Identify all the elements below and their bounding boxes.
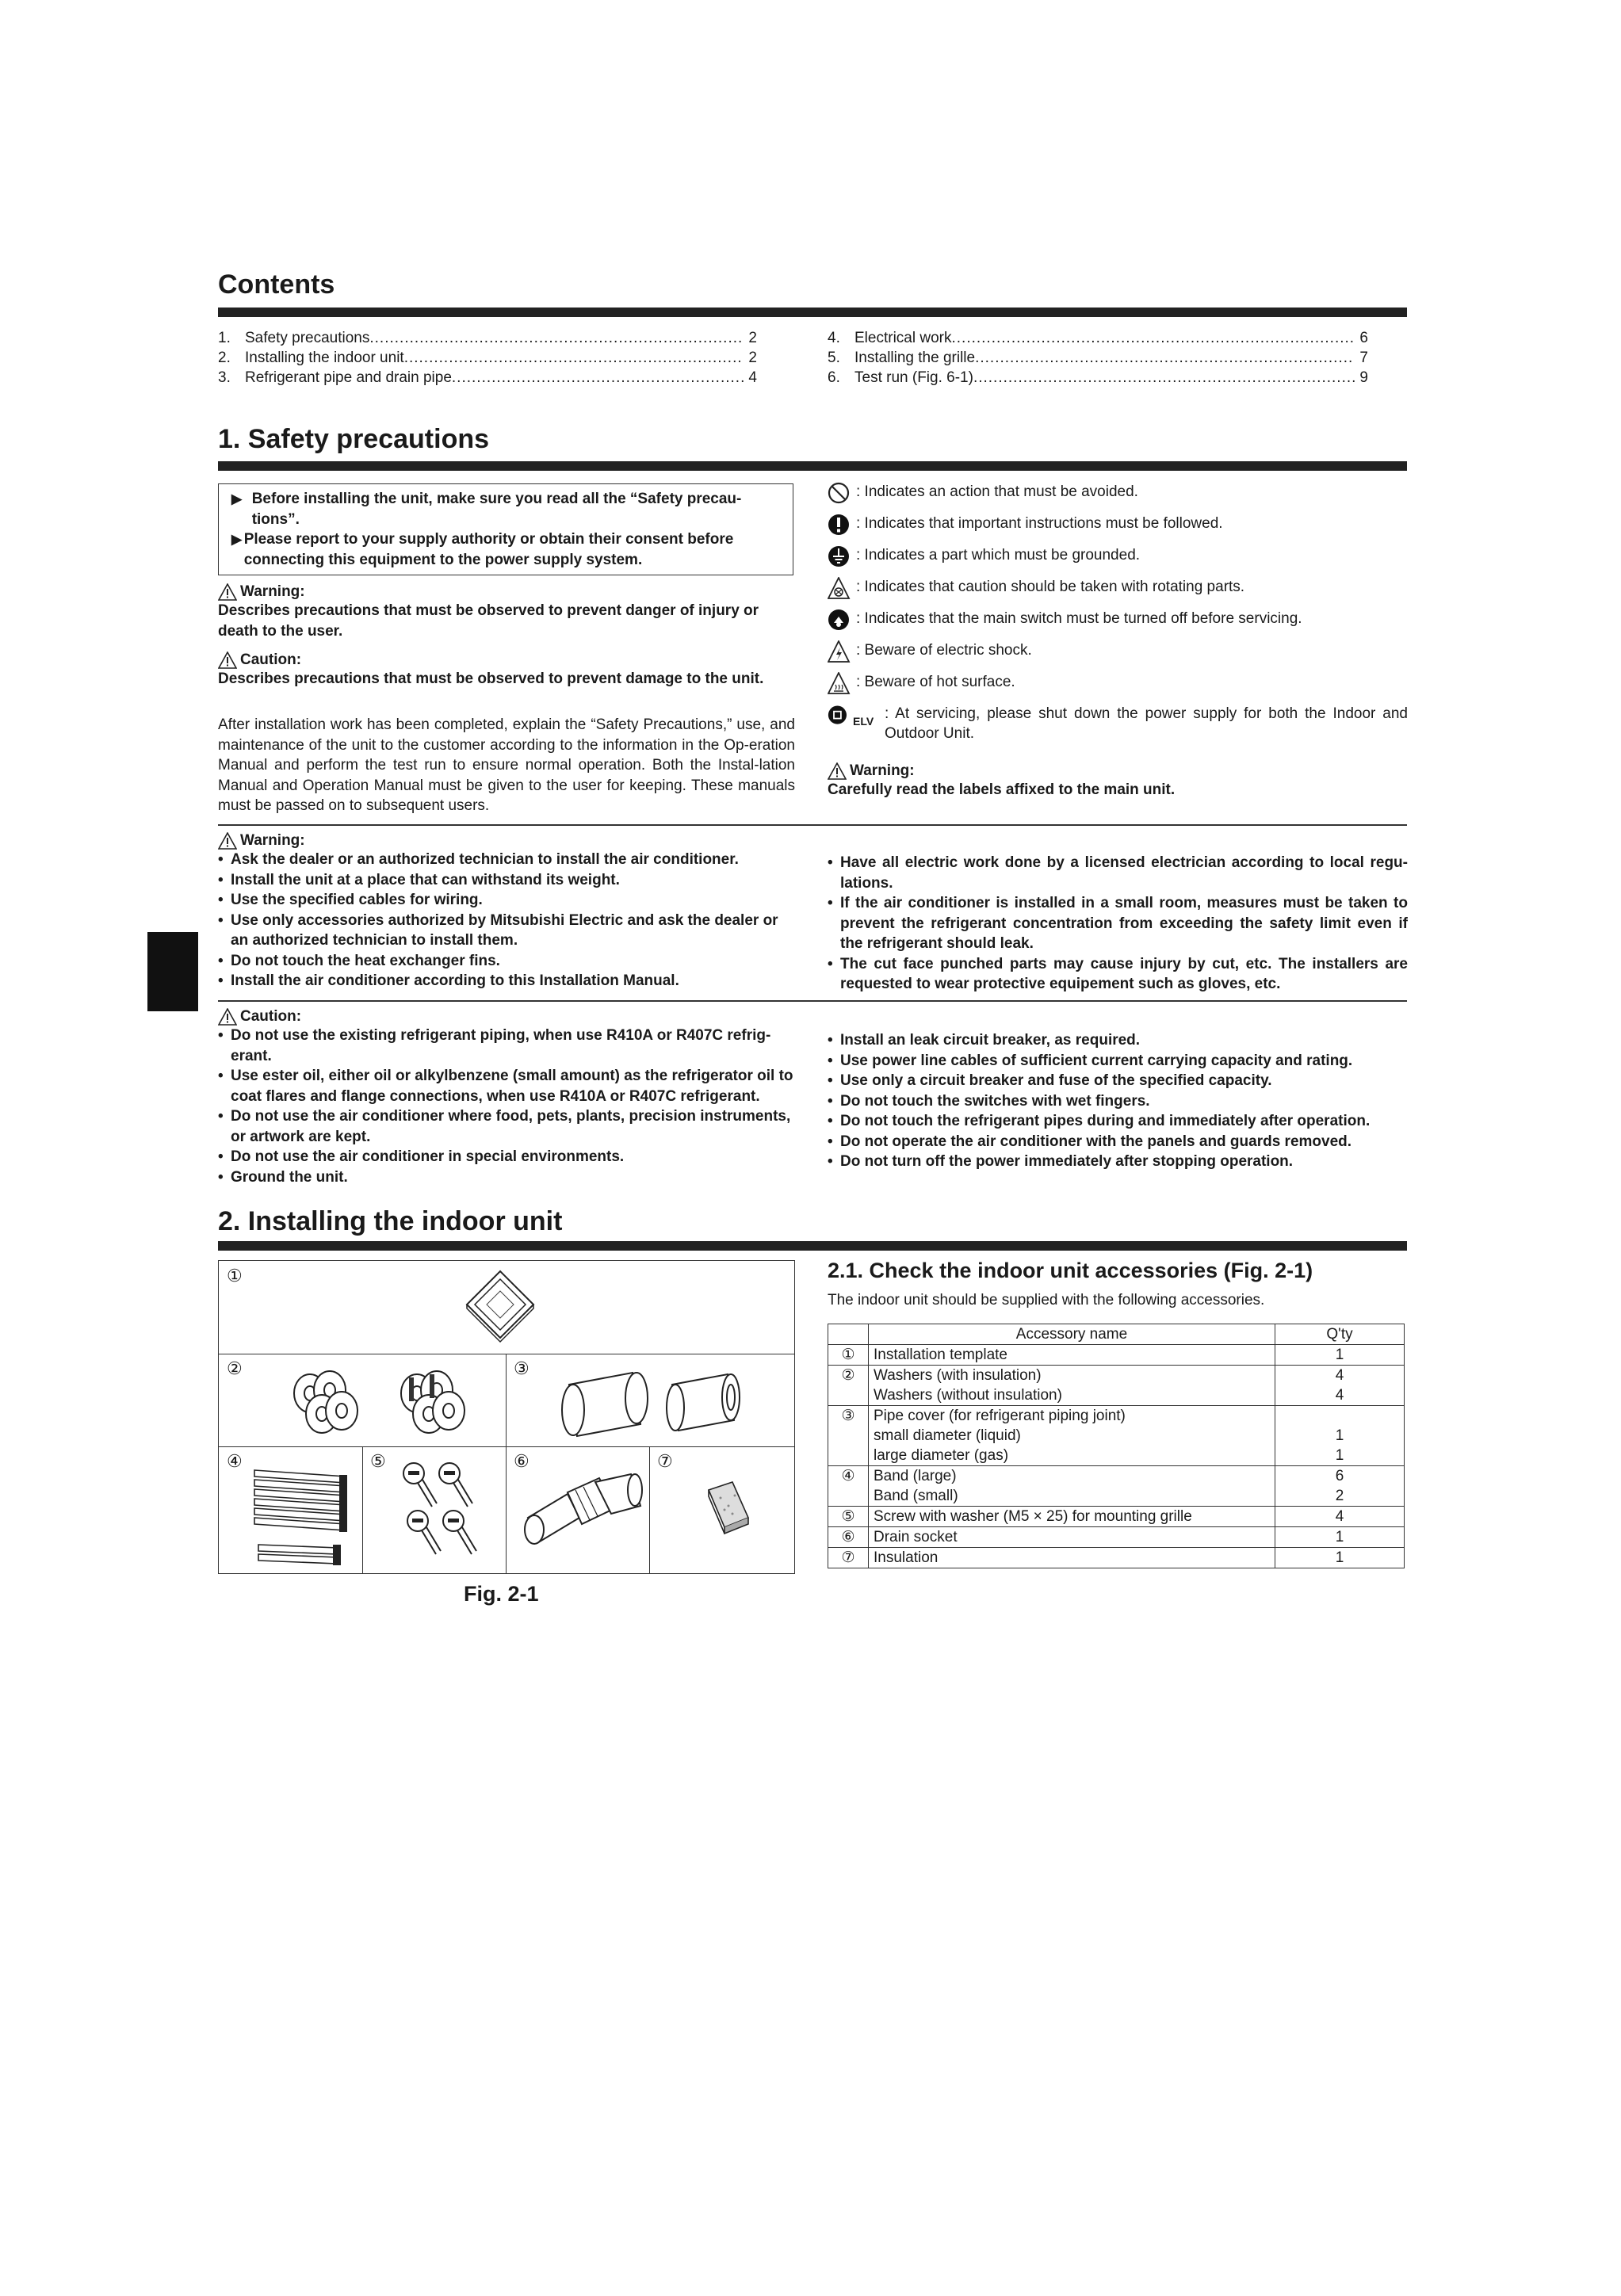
legend-row: [828, 514, 1408, 545]
toc-page: 4: [748, 369, 757, 386]
caution-triangle-icon: [218, 651, 237, 669]
contents-rule: [218, 308, 1407, 317]
legend-row: [828, 672, 1408, 704]
legend-row: [828, 482, 1408, 514]
toc-text: Refrigerant pipe and drain pipe: [245, 369, 452, 386]
fig-number: ①: [227, 1266, 243, 1286]
elv-text: : At servicing, please shut down the power supply for both the Indoor and Outdoor Unit.: [885, 705, 1408, 742]
table-row: ⑥ Drain socket 1: [828, 1527, 1405, 1548]
list-item: • Use only a circuit breaker and fuse of the specified capacity.: [828, 1072, 1272, 1089]
fig-cell-5: [362, 1446, 507, 1573]
list-item: • Do not turn off the power immediately after stopping operation.: [828, 1153, 1294, 1170]
list-item: • Do not touch the switches with wet fingers.: [828, 1092, 1150, 1110]
warning-triangle-icon: [218, 583, 237, 601]
toc-entry[interactable]: [828, 348, 1368, 368]
list-item: • Install the unit at a place that can withstand its weight.: [218, 871, 620, 888]
main-switch-icon: [828, 609, 856, 632]
labels-warning: [828, 762, 1408, 800]
list-item: • Do not touch the refrigerant pipes during and immediately after operation.: [828, 1113, 1371, 1129]
list-item: • Ground the unit.: [218, 1168, 348, 1186]
fig-cell-1: [219, 1261, 794, 1354]
labels-warning-text: Carefully read the labels affixed to the main unit.: [828, 781, 1176, 798]
list-item: • Install the air conditioner according to this Installation Manual.: [218, 972, 679, 989]
toc-page: 2: [748, 350, 757, 366]
after-installation-text: After installation work has been completed, explain the “Safety Precautions,” use, and maintenance of the unit to the customer according to the information in the Op-eration Manual and perform the test run to ensure normal operation. Both the Instal-lation Manual and Operation Manual must be given to the user for keeping. These manuals must be passed on to subsequent users.: [218, 716, 795, 814]
warning-label: Warning:: [850, 762, 915, 779]
install-title: 2. Installing the indoor unit: [218, 1206, 563, 1236]
fig-number: ②: [227, 1358, 243, 1378]
toc-page: 2: [748, 330, 757, 346]
legend-row: [828, 545, 1408, 577]
rotating-parts-icon: [828, 577, 856, 601]
notice-text: Please report to your supply authority or obtain their consent before connecting this equipment to the power supply system.: [243, 531, 734, 568]
table-row: ⑤ Screw with washer (M5 × 25) for mounting grille 4: [828, 1507, 1405, 1527]
warnings-right: [828, 853, 1408, 995]
toc-num: 3.: [218, 369, 231, 386]
warning-triangle-icon: [218, 832, 237, 850]
toc-text: Test run (Fig. 6-1): [854, 369, 973, 386]
caution-label: Caution:: [240, 651, 302, 668]
table-row: ② Washers (with insulation) Washers (without insulation) 4 4: [828, 1366, 1405, 1406]
exclamation-icon: [828, 514, 856, 537]
caution-definition: [218, 651, 795, 690]
play-arrow-icon: ▶: [231, 532, 243, 547]
list-item: • Do not use the existing refrigerant piping, when use R410A or R407C refrig-erant.: [218, 1027, 771, 1064]
list-item: • Use power line cables of sufficient current carrying capacity and rating.: [828, 1052, 1353, 1069]
fig-cell-3: [506, 1354, 794, 1447]
electric-shock-icon: [828, 640, 856, 664]
legend-text: : Indicates an action that must be avoided.: [856, 483, 1138, 500]
table-row: ① Installation template 1: [828, 1345, 1405, 1366]
legend-text: : Beware of electric shock.: [856, 642, 1032, 659]
notice-item: [231, 489, 783, 529]
list-item: • Install an leak circuit breaker, as required.: [828, 1032, 1141, 1049]
divider: [218, 824, 1407, 826]
notice-box: [218, 483, 793, 575]
toc-num: 4.: [828, 330, 840, 346]
legend-row: [828, 640, 1408, 672]
warning-definition: [218, 583, 795, 641]
fig-cell-7: [649, 1446, 794, 1573]
fig-cell-6: [506, 1446, 650, 1573]
drain-socket-drawing: [520, 1470, 647, 1557]
fig-number: ③: [514, 1358, 530, 1378]
divider: [218, 1000, 1407, 1002]
table-row: ③ Pipe cover (for refrigerant piping joint) small diameter (liquid) large diameter (gas) 1 1: [828, 1406, 1405, 1466]
caution-label: Caution:: [240, 1008, 302, 1025]
fig-cell-2: [219, 1354, 507, 1447]
toc-entry[interactable]: [218, 348, 757, 368]
toc-page: 6: [1359, 330, 1368, 346]
fig-number: ⑦: [657, 1451, 673, 1471]
toc-entry[interactable]: [218, 368, 757, 388]
toc-text: Safety precautions: [245, 330, 370, 346]
warning-triangle-icon: [828, 762, 847, 780]
safety-title: 1. Safety precautions: [218, 424, 490, 454]
toc-text: Installing the grille: [854, 350, 976, 366]
warning-label: Warning:: [240, 583, 305, 600]
fig-cell-4: [219, 1446, 363, 1573]
hot-surface-icon: [828, 672, 856, 696]
symbol-legend: [828, 482, 1408, 755]
play-arrow-icon: ▶: [231, 491, 243, 506]
warning-description: Describes precautions that must be observed to prevent danger of injury or death to the user.: [218, 602, 759, 640]
table-row: ⑦ Insulation 1: [828, 1548, 1405, 1568]
legend-text: : Indicates that caution should be taken with rotating parts.: [856, 579, 1245, 595]
toc-num: 5.: [828, 350, 840, 366]
installation-template-drawing: [461, 1267, 540, 1347]
toc-num: 2.: [218, 350, 231, 366]
header-accessory-name: Accessory name: [869, 1324, 1275, 1345]
insulation-drawing: [705, 1478, 752, 1541]
accessories-figure: [218, 1260, 795, 1574]
toc-left: [218, 328, 757, 388]
screws-drawing: [394, 1457, 497, 1568]
list-item: • Do not use the air conditioner where food, pets, plants, precision instruments, or artwork are kept.: [218, 1108, 791, 1145]
install-rule: [218, 1241, 1407, 1251]
accessories-table: [828, 1324, 1405, 1568]
legend-row: [828, 609, 1408, 640]
prohibited-icon: [828, 482, 856, 506]
legend-text: : Beware of hot surface.: [856, 674, 1015, 690]
table-header-row: [828, 1324, 1405, 1345]
list-item: • If the air conditioner is installed in a small room, measures must be taken to prevent the refrigerant concentration from exceeding the safety limit even if the refrigerant should leak.: [828, 895, 1408, 952]
notice-text: Before installing the unit, make sure you read all the “Safety precau-tions”.: [251, 491, 742, 528]
pipe-cover-drawing: [553, 1365, 783, 1440]
contents-title: Contents: [218, 269, 335, 300]
accessories-intro: The indoor unit should be supplied with the following accessories.: [828, 1292, 1265, 1308]
fig-number: ⑥: [514, 1451, 530, 1471]
list-item: • Do not use the air conditioner in special environments.: [218, 1148, 625, 1165]
legend-row: [828, 577, 1408, 609]
legend-text: : Indicates that important instructions must be followed.: [856, 515, 1223, 532]
accessories-subtitle: 2.1. Check the indoor unit accessories (Fig. 2-1): [828, 1259, 1313, 1282]
header-qty: Q'ty: [1275, 1324, 1405, 1345]
toc-num: 6.: [828, 369, 840, 386]
fig-number: ⑤: [370, 1451, 386, 1471]
toc-text: Electrical work: [854, 330, 952, 346]
caution-description: Describes precautions that must be observed to prevent damage to the unit.: [218, 670, 764, 687]
list-item: • Do not operate the air conditioner with the panels and guards removed.: [828, 1133, 1352, 1150]
toc-entry[interactable]: [828, 368, 1368, 388]
fig-number: ④: [227, 1451, 243, 1471]
legend-text: : Indicates a part which must be grounded.: [856, 547, 1141, 563]
list-item: • Use only accessories authorized by Mitsubishi Electric and ask the dealer or an authorized technician to install them.: [218, 911, 778, 949]
list-item: • Do not touch the heat exchanger fins.: [218, 952, 500, 969]
power-off-icon: [828, 704, 853, 728]
warning-label: Warning:: [240, 832, 305, 849]
notice-item: [231, 529, 783, 570]
legend-row-elv: [828, 704, 1408, 755]
legend-text: : Indicates that the main switch must be turned off before servicing.: [856, 610, 1302, 627]
table-row: ④ Band (large) Band (small) 6 2: [828, 1466, 1405, 1507]
caution-triangle-icon: [218, 1008, 237, 1026]
warnings-left: [218, 832, 795, 991]
toc-text: Installing the indoor unit: [245, 350, 404, 366]
safety-rule: [218, 461, 1407, 471]
figure-caption: Fig. 2-1: [464, 1582, 539, 1606]
cautions-right: [828, 1030, 1408, 1172]
list-item: • Ask the dealer or an authorized technician to install the air conditioner.: [218, 851, 739, 868]
language-tab-marker: [147, 932, 198, 1011]
list-item: • Have all electric work done by a licensed electrician according to local regu-lations.: [828, 854, 1408, 892]
washers-drawing: [282, 1362, 496, 1441]
toc-right: [828, 328, 1368, 388]
list-item: • Use the specified cables for wiring.: [218, 892, 483, 908]
toc-page: 7: [1359, 350, 1368, 366]
elv-label: ELV: [853, 715, 874, 728]
toc-page: 9: [1359, 369, 1368, 386]
bands-drawing: [250, 1462, 361, 1569]
cautions-left: [218, 1008, 795, 1187]
list-item: • Use ester oil, either oil or alkylbenzene (small amount) as the refrigerator oil to coat flares and flange connections, when use R410A or R407C refrigerant.: [218, 1068, 793, 1105]
list-item: • The cut face punched parts may cause injury by cut, etc. The installers are requested to wear protective equipement such as gloves, etc.: [828, 955, 1408, 992]
toc-entry[interactable]: [218, 328, 757, 348]
toc-entry[interactable]: [828, 328, 1368, 348]
ground-icon: [828, 545, 856, 569]
toc-num: 1.: [218, 330, 231, 346]
